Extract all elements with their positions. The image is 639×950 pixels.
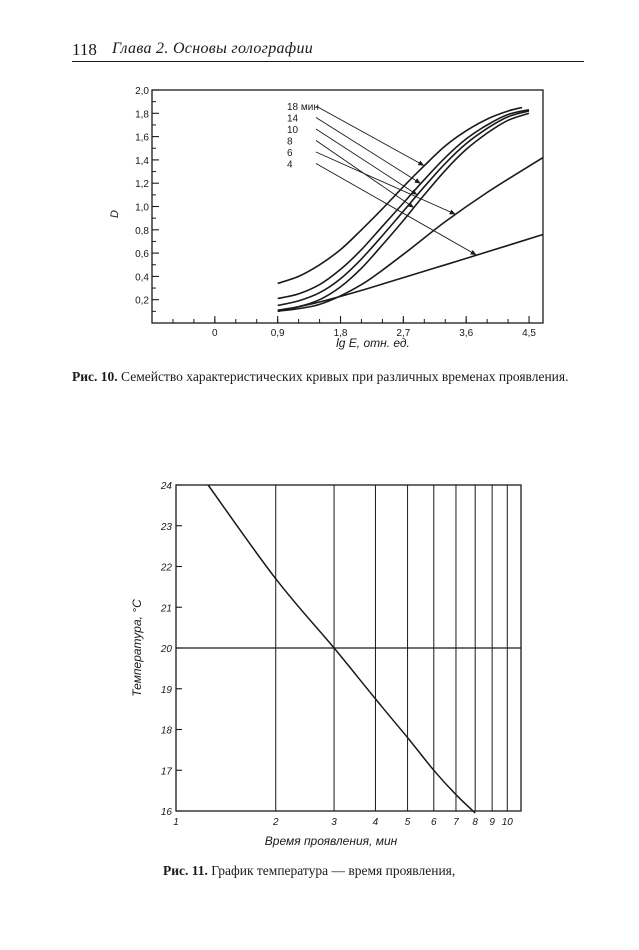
fig11-y-tick-label: 22: [160, 562, 172, 574]
fig10-x-tick-label: 0: [212, 328, 218, 339]
fig10-legend-pointer-1: [316, 118, 421, 184]
figure-11-caption-label: Рис. 11.: [163, 863, 208, 878]
figure-11-chart: [0, 470, 639, 860]
fig11-y-tick-label: 23: [160, 521, 172, 533]
fig10-y-axis-label: D: [109, 210, 121, 218]
fig10-y-tick-label: 0,8: [135, 225, 149, 237]
fig10-series-curve-2: [278, 111, 529, 306]
fig10-x-tick-label: 0,9: [270, 328, 285, 339]
fig11-y-tick-label: 21: [160, 603, 172, 615]
fig10-legend-pointer-5: [316, 164, 477, 256]
fig11-y-tick-label: 17: [160, 766, 172, 778]
fig11-x-tick-label: 2: [272, 817, 279, 828]
fig10-x-tick-label: 2,7: [396, 328, 411, 339]
fig10-legend-arrowhead-5: [470, 250, 476, 255]
fig11-x-tick-label: 5: [404, 817, 411, 828]
fig10-legend-label-2: 10: [287, 125, 299, 136]
fig11-y-axis-label: Температура, °C: [130, 599, 144, 697]
fig10-y-tick-label: 1,0: [135, 202, 149, 214]
fig10-y-tick-label: 2,0: [135, 86, 149, 97]
fig10-x-tick-label: 4,5: [522, 328, 536, 339]
fig10-y-tick-label: 1,6: [135, 132, 149, 144]
fig10-x-tick-label: 1,8: [333, 328, 348, 339]
fig11-x-tick-label: 4: [372, 817, 379, 828]
fig10-legend-label-4: 6: [287, 148, 293, 159]
fig10-legend-label-5: 4: [287, 159, 293, 171]
fig10-plot-frame: [152, 90, 543, 323]
fig10-x-tick-label: 3,6: [459, 328, 474, 339]
fig10-legend-arrowhead-1: [414, 178, 420, 183]
figure-11-caption: [163, 862, 583, 879]
fig10-y-tick-label: 0,2: [135, 295, 149, 307]
fig11-y-tick-label: 20: [160, 644, 172, 655]
fig11-x-tick-label: 3: [331, 817, 337, 828]
fig11-x-tick-label: 1: [173, 817, 179, 828]
figure-10-caption: [72, 368, 582, 385]
page-header: [72, 40, 584, 62]
fig10-y-tick-label: 0,6: [135, 249, 149, 261]
fig10-legend-label-3: 8: [287, 136, 293, 148]
fig11-x-axis-label: Время проявления, мин: [264, 834, 398, 848]
running-title: Глава 2. Основы голографии: [112, 40, 314, 57]
fig11-x-tick-label: 8: [472, 817, 478, 828]
fig11-series-line: [208, 485, 475, 813]
fig11-x-tick-label: 7: [453, 817, 459, 828]
fig11-y-tick-label: 18: [160, 725, 172, 737]
figure-10-caption-label: Рис. 10.: [72, 369, 118, 384]
fig10-y-tick-label: 1,8: [135, 109, 149, 121]
header-rule: [72, 61, 584, 62]
fig10-y-tick-label: 1,4: [135, 155, 149, 167]
fig11-y-tick-label: 19: [160, 684, 172, 696]
figure-10-caption-text: Семейство характеристических кривых при различных временах проявления.: [121, 369, 569, 384]
fig10-y-tick-label: 0,4: [135, 272, 149, 284]
fig11-y-tick-label: 16: [160, 807, 172, 818]
fig11-y-tick-label: 24: [160, 481, 172, 492]
fig10-y-tick-label: 1,2: [135, 179, 149, 191]
fig11-x-tick-label: 6: [431, 817, 437, 828]
fig10-legend-pointer-0: [316, 106, 424, 166]
figure-11-caption-text: График температура — время проявления,: [211, 863, 456, 878]
fig10-legend-label-1: 14: [287, 113, 299, 125]
figure-10-chart: [0, 80, 639, 360]
fig10-x-axis-label: lg E, отн. ед.: [336, 336, 410, 350]
page-number: 118: [72, 40, 97, 59]
fig11-x-tick-label: 9: [489, 817, 495, 828]
fig10-series-curve-1: [278, 110, 529, 299]
fig10-legend-label-0: 18 мин: [287, 102, 319, 113]
fig11-x-tick-label: 10: [501, 817, 513, 828]
fig10-legend-pointer-2: [316, 129, 417, 195]
